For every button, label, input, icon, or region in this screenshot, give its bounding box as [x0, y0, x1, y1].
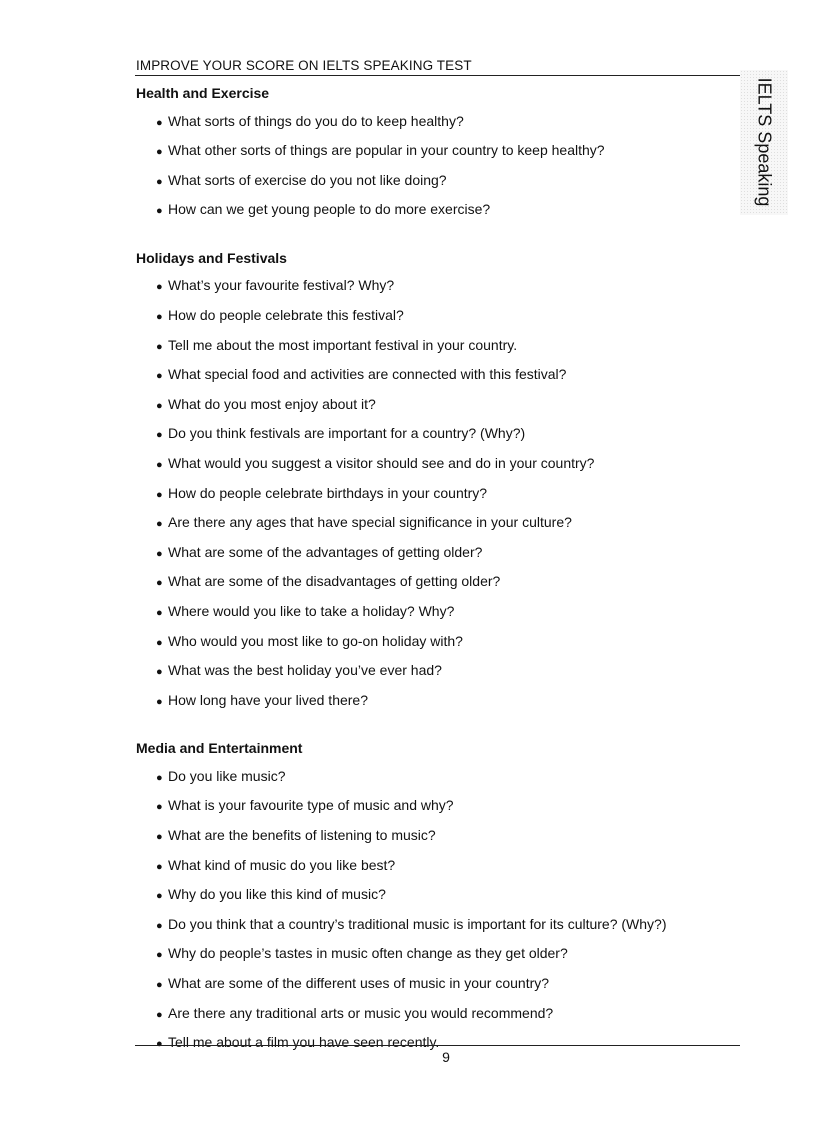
question-item [156, 543, 736, 563]
question-item [156, 767, 736, 787]
side-tab-label: IELTS Speaking [754, 77, 775, 207]
question-text: How do people celebrate this festival? [168, 307, 404, 324]
bullet-icon: ● [156, 577, 163, 590]
question-text: What would you suggest a visitor should see and do in your country? [168, 455, 595, 472]
question-text: What was the best holiday you’ve ever had? [168, 662, 442, 679]
question-item [156, 632, 736, 652]
bullet-icon: ● [156, 636, 163, 649]
bullet-icon: ● [156, 340, 163, 353]
question-item [156, 691, 736, 711]
question-item [156, 856, 736, 876]
section-holidays-and-festivals [136, 249, 736, 711]
section-title: Health and Exercise [136, 85, 270, 101]
question-text: What is your favourite type of music and why? [168, 797, 454, 814]
question-item [156, 944, 736, 964]
question-item [156, 661, 736, 681]
bullet-icon: ● [156, 831, 163, 844]
question-list [136, 112, 736, 221]
bullet-icon: ● [156, 1038, 163, 1051]
running-header: IMPROVE YOUR SCORE ON IELTS SPEAKING TEST [136, 58, 472, 73]
bullet-icon: ● [156, 488, 163, 501]
question-text: What are some of the disadvantages of getting older? [168, 573, 501, 590]
bullet-icon: ● [156, 607, 163, 619]
side-tab [740, 70, 788, 215]
question-text: What are some of the advantages of getting older? [168, 543, 483, 560]
question-text: Tell me about a film you have seen recently. [168, 1034, 440, 1051]
question-text: What are the benefits of listening to music? [168, 827, 436, 844]
section-media-and-entertainment [136, 739, 736, 1053]
question-text: Do you think festivals are important for a country? (Why?) [168, 425, 526, 442]
question-text: Are there any ages that have special significance in your culture? [168, 514, 572, 531]
question-text: What sorts of things do you do to keep healthy? [168, 112, 464, 129]
question-item [156, 974, 736, 994]
bullet-icon: ● [156, 547, 163, 560]
question-text: Who would you most like to go-on holiday with? [168, 632, 463, 649]
question-item [156, 276, 736, 296]
section-title: Media and Entertainment [136, 740, 303, 757]
question-list [136, 276, 736, 710]
question-item [156, 513, 736, 533]
question-text: Are there any traditional arts or music you would recommend? [168, 1004, 554, 1021]
bullet-icon: ● [156, 281, 163, 294]
question-text: Where would you like to take a holiday? Why? [168, 603, 455, 619]
bullet-icon: ● [156, 666, 163, 679]
question-text: What’s your favourite festival? Why? [168, 277, 395, 294]
bullet-icon: ● [156, 979, 163, 992]
question-text: How do people celebrate birthdays in your country? [168, 484, 488, 501]
bullet-icon: ● [156, 459, 163, 472]
section-health-and-exercise [136, 84, 736, 220]
question-item [156, 200, 736, 220]
question-text: Do you like music? [168, 767, 286, 784]
bullet-icon: ● [156, 860, 163, 873]
page-number: 9 [442, 1049, 450, 1065]
question-text: What other sorts of things are popular in your country to keep healthy? [168, 142, 605, 159]
question-text: What sorts of exercise do you not like doing? [168, 171, 447, 188]
question-text: Do you think that a country’s traditional music is important for its culture? (Why?) [168, 915, 667, 932]
bullet-icon: ● [156, 175, 163, 188]
question-item [156, 365, 736, 385]
bullet-icon: ● [156, 919, 163, 932]
bullet-icon: ● [156, 146, 163, 159]
bullet-icon: ● [156, 399, 163, 412]
bullet-icon: ● [156, 771, 163, 784]
question-list [136, 767, 736, 1053]
page-content [136, 84, 736, 1063]
question-item [156, 915, 736, 935]
question-item [156, 796, 736, 816]
question-text: Why do people’s tastes in music often change as they get older? [168, 945, 568, 962]
bullet-icon: ● [156, 890, 163, 903]
question-item [156, 112, 736, 132]
question-item [156, 484, 736, 504]
question-text: What are some of the different uses of music in your country? [168, 975, 550, 992]
question-text: What kind of music do you like best? [168, 856, 396, 873]
question-item [156, 1004, 736, 1024]
question-text: What do you most enjoy about it? [168, 395, 376, 412]
question-item [156, 572, 736, 592]
bullet-icon: ● [156, 370, 163, 383]
question-item [156, 424, 736, 444]
question-text: What special food and activities are connected with this festival? [168, 366, 567, 383]
bullet-icon: ● [156, 1008, 163, 1021]
bullet-icon: ● [156, 311, 163, 324]
question-item [156, 454, 736, 474]
question-item [156, 336, 736, 356]
question-item [156, 306, 736, 326]
question-item [156, 602, 736, 622]
question-text: How long have your lived there? [168, 691, 369, 708]
bullet-icon: ● [156, 801, 163, 814]
question-item [156, 885, 736, 905]
bullet-icon: ● [156, 949, 163, 962]
question-text: Tell me about the most important festival in your country. [168, 336, 518, 353]
bullet-icon: ● [156, 518, 163, 531]
question-text: Why do you like this kind of music? [168, 886, 386, 903]
header-rule [135, 75, 740, 76]
question-text: How can we get young people to do more exercise? [168, 201, 491, 218]
question-item [156, 395, 736, 415]
question-item [156, 141, 736, 161]
bullet-icon: ● [156, 116, 163, 129]
bullet-icon: ● [156, 695, 163, 708]
question-item [156, 826, 736, 846]
bullet-icon: ● [156, 205, 163, 218]
section-title: Holidays and Festivals [136, 249, 287, 266]
question-item [156, 171, 736, 191]
bullet-icon: ● [156, 429, 163, 442]
footer-rule [135, 1045, 740, 1046]
